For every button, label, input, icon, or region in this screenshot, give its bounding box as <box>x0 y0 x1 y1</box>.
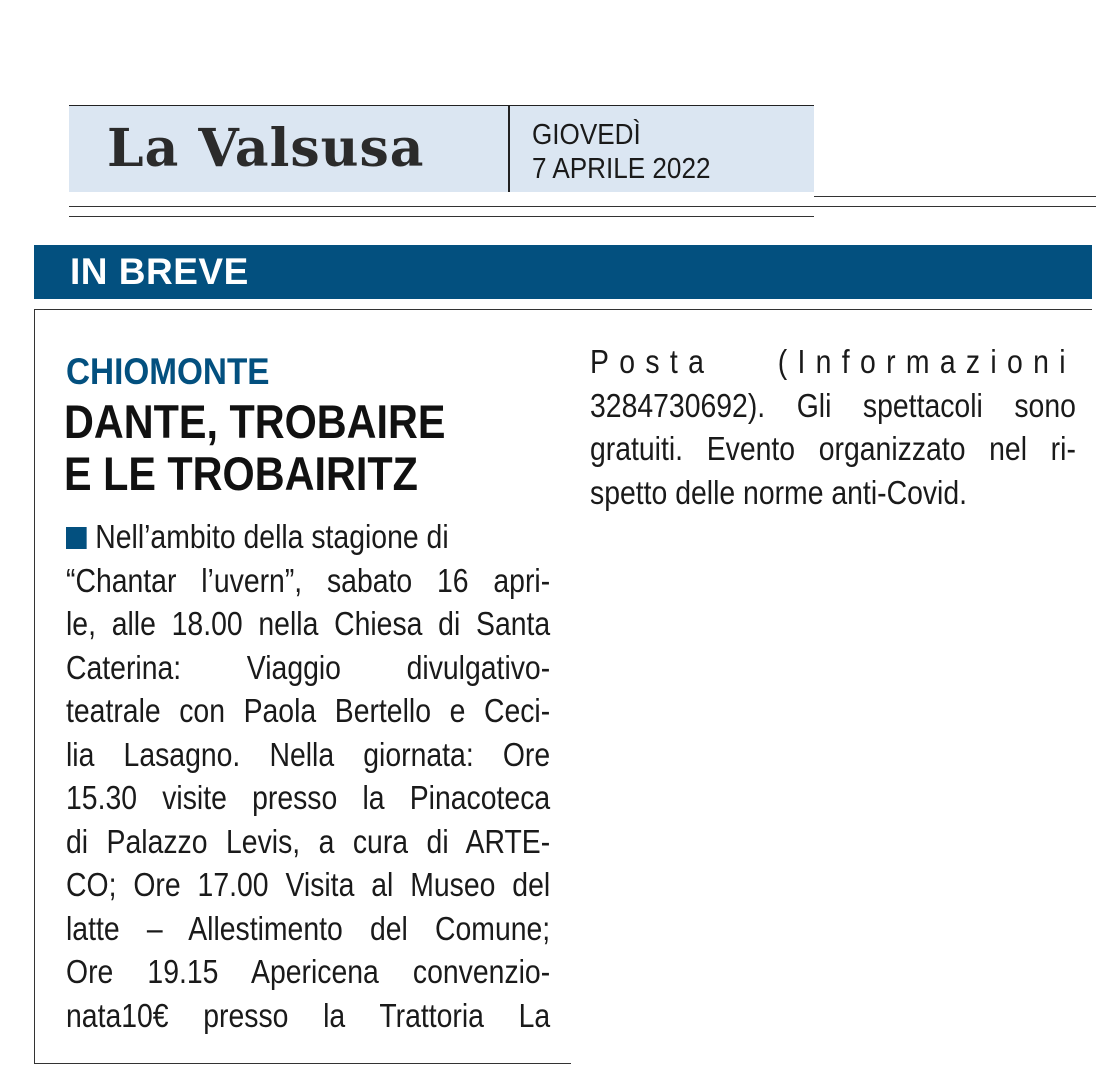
masthead-divider <box>508 106 510 192</box>
body-line: “Chantar l’uvern”, sabato 16 apri- <box>66 561 551 599</box>
issue-date <box>532 118 710 186</box>
body-line: latte – Allestimento del Comune; <box>66 909 551 947</box>
body-line: nata10€ presso la Trattoria La <box>66 996 551 1034</box>
headline-line: E LE TROBAIRITZ <box>64 447 418 500</box>
body-line: CO; Ore 17.00 Visita al Museo del <box>66 866 551 903</box>
body-line: teatrale con Paola Bertello e Ceci- <box>66 692 551 729</box>
body-line: Caterina: Viaggio divulgativo- <box>66 648 551 686</box>
body-line: 3284730692). Gli spettacoli sono <box>590 386 1076 424</box>
body-line: Posta (Informazioni <box>590 343 1076 380</box>
body-line: gratuiti. Evento organizzato nel ri- <box>590 430 1076 467</box>
body-line: lia Lasagno. Nella giornata: Ore <box>66 735 551 773</box>
masthead-rule-bottom <box>69 216 814 217</box>
body-line: spetto delle norme anti-Covid. <box>590 473 968 511</box>
body-line: le, alle 18.00 nella Chiesa di Santa <box>66 605 551 642</box>
article-body-column-1 <box>66 515 550 1037</box>
header-rule-right-top <box>814 196 1096 197</box>
section-header <box>34 245 1092 299</box>
body-line <box>66 515 550 559</box>
newspaper-logo: La Valsusa <box>107 118 425 179</box>
body-line-text: Nell’ambito della stagione di <box>95 518 449 555</box>
masthead <box>69 105 814 192</box>
bullet-square-icon <box>66 527 87 549</box>
body-line: Ore 19.15 Apericena convenzio- <box>66 953 551 990</box>
issue-day: GIOVEDÌ <box>532 119 641 151</box>
article-frame-bottom <box>34 1063 571 1064</box>
section-title: IN BREVE <box>70 251 249 292</box>
header-rule-right-bottom <box>814 206 1096 207</box>
article-headline <box>64 396 445 500</box>
headline-line: DANTE, TROBAIRE <box>64 395 446 448</box>
body-line: 15.30 visite presso la Pinacoteca <box>66 779 551 816</box>
article-body-column-2 <box>590 340 1076 514</box>
article-frame-left <box>34 309 35 1063</box>
article-kicker: CHIOMONTE <box>66 351 270 392</box>
body-line: di Palazzo Levis, a cura di ARTE- <box>66 822 551 860</box>
masthead-rule-top <box>69 206 814 207</box>
article-frame-top <box>34 309 1092 310</box>
issue-full-date: 7 APRILE 2022 <box>532 153 711 185</box>
